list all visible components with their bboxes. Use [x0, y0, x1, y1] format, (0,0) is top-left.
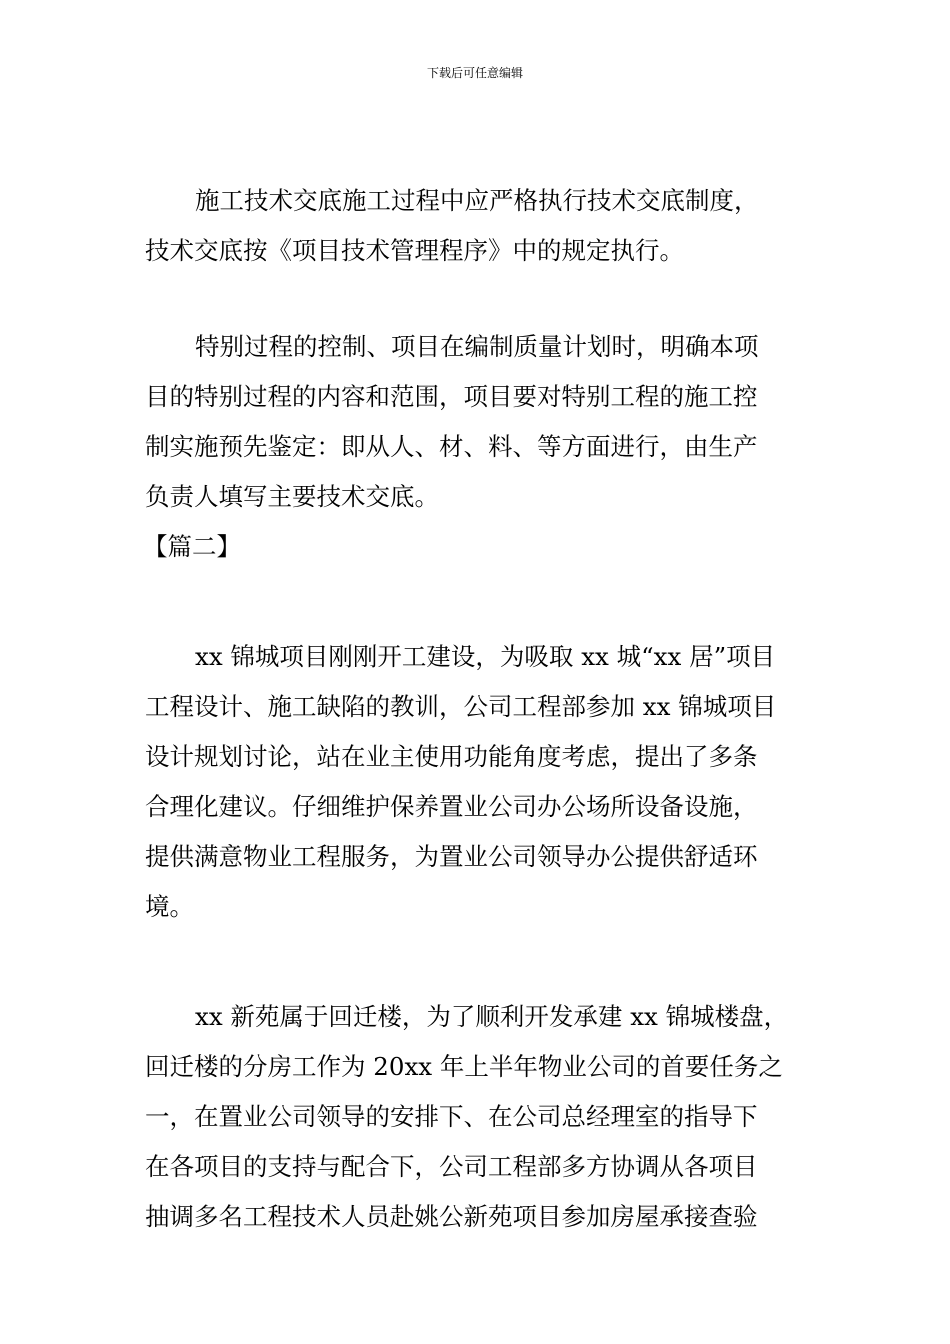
paragraph-line: 一，在置业公司领导的安排下、在公司总经理室的指导下	[145, 1102, 758, 1131]
paragraph-line: 回迁楼的分房工作为 20xx 年上半年物业公司的首要任务之	[145, 1052, 783, 1081]
paragraph-xinyuan-relocation	[145, 992, 813, 1242]
paragraph-line: 工程设计、施工缺陷的教训，公司工程部参加 xx 锦城项目	[145, 692, 777, 721]
paragraph-line: xx 新苑属于回迁楼，为了顺利开发承建 xx 锦城楼盘，	[195, 1002, 789, 1031]
paragraph-jincheng-project	[145, 632, 813, 932]
section-heading: 【篇二】	[143, 532, 241, 561]
paragraph-line: 技术交底按《项目技术管理程序》中的规定执行。	[145, 236, 684, 265]
page-header: 下载后可任意编辑	[426, 66, 523, 80]
paragraph-line: 合理化建议。仔细维护保养置业公司办公场所设备设施，	[145, 792, 758, 821]
paragraph-special-process	[145, 322, 813, 522]
paragraph-line: 负责人填写主要技术交底。	[145, 482, 439, 511]
paragraph-line: 在各项目的支持与配合下，公司工程部多方协调从各项目	[145, 1152, 758, 1181]
paragraph-line: 设计规划讨论，站在业主使用功能角度考虑，提出了多条	[145, 742, 758, 771]
document-body	[145, 176, 813, 1242]
paragraph-line: 特别过程的控制、项目在编制质量计划时，明确本项	[195, 332, 759, 361]
paragraph-line: 施工技术交底施工过程中应严格执行技术交底制度，	[195, 186, 759, 215]
paragraph-line: xx 锦城项目刚刚开工建设，为吸取 xx 城“xx 居”项目	[195, 642, 776, 671]
paragraph-line: 制实施预先鉴定：即从人、材、料、等方面进行，由生产	[145, 432, 758, 461]
paragraph-line: 抽调多名工程技术人员赴姚公新苑项目参加房屋承接查验	[145, 1202, 758, 1231]
paragraph-line: 境。	[145, 892, 194, 921]
paragraph-line: 目的特别过程的内容和范围，项目要对特别工程的施工控	[145, 382, 758, 411]
paragraph-technical-disclosure	[145, 176, 813, 276]
paragraph-line: 提供满意物业工程服务，为置业公司领导办公提供舒适环	[145, 842, 758, 871]
